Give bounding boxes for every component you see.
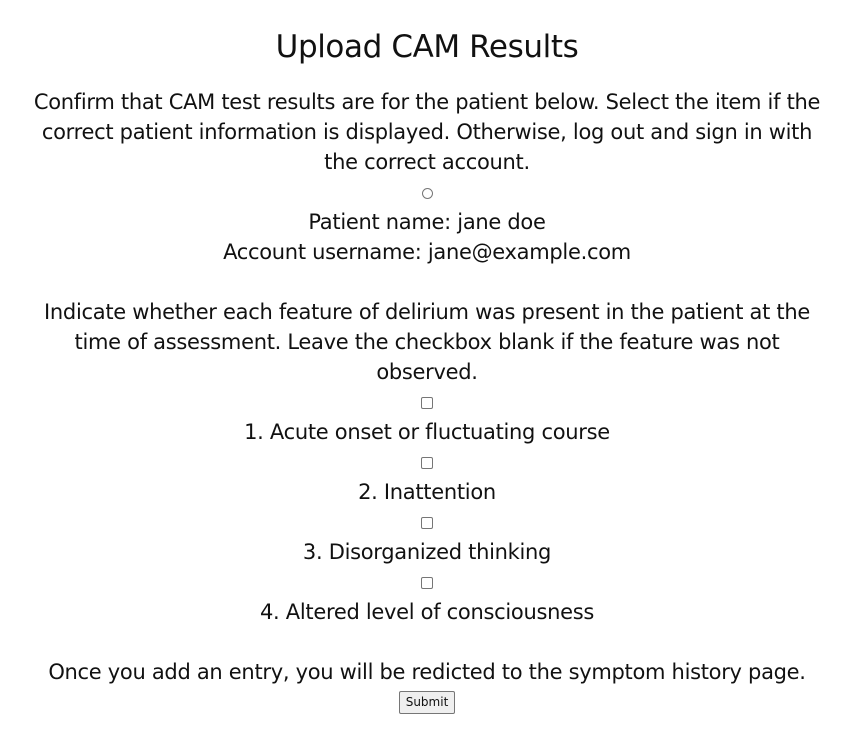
confirm-instructions-line: correct patient information is displayed. Otherwise, log out and sign in with	[41, 120, 813, 144]
feature-3-checkbox[interactable]	[421, 517, 433, 529]
section-spacer	[10, 627, 844, 657]
feature-2-label: 2. Inattention	[358, 480, 496, 504]
features-instructions	[10, 297, 844, 387]
features-instructions-line: observed.	[376, 360, 478, 384]
feature-4-label: 4. Altered level of consciousness	[259, 600, 595, 624]
confirm-instructions-line: the correct account.	[324, 150, 530, 174]
account-username: Account username: jane@example.com	[223, 240, 631, 264]
feature-3-label: 3. Disorganized thinking	[302, 540, 552, 564]
feature-checkbox-wrap	[10, 567, 844, 597]
redirect-note: Once you add an entry, you will be redicted to the symptom history page.	[48, 660, 806, 684]
feature-1-label: 1. Acute onset or fluctuating course	[244, 420, 610, 444]
confirm-instructions	[10, 87, 844, 177]
feature-checkbox-wrap	[10, 507, 844, 537]
feature-checkbox-wrap	[10, 387, 844, 417]
features-instructions-line: Indicate whether each feature of delirium was present in the patient at the	[44, 300, 810, 324]
section-spacer	[10, 267, 844, 297]
patient-name: Patient name: jane doe	[308, 210, 546, 234]
feature-1-checkbox[interactable]	[421, 397, 433, 409]
confirm-instructions-line: Confirm that CAM test results are for the patient below. Select the item if the	[33, 90, 821, 114]
confirm-patient-radio-wrap	[10, 177, 844, 207]
upload-cam-page	[10, 27, 844, 714]
features-instructions-line: time of assessment. Leave the checkbox blank if the feature was not	[74, 330, 780, 354]
feature-4-checkbox[interactable]	[421, 577, 433, 589]
page-title: Upload CAM Results	[275, 29, 579, 65]
feature-2-checkbox[interactable]	[421, 457, 433, 469]
confirm-patient-radio[interactable]	[422, 188, 433, 199]
submit-wrap	[10, 691, 844, 714]
feature-checkbox-wrap	[10, 447, 844, 477]
submit-button[interactable]: Submit	[399, 691, 456, 714]
